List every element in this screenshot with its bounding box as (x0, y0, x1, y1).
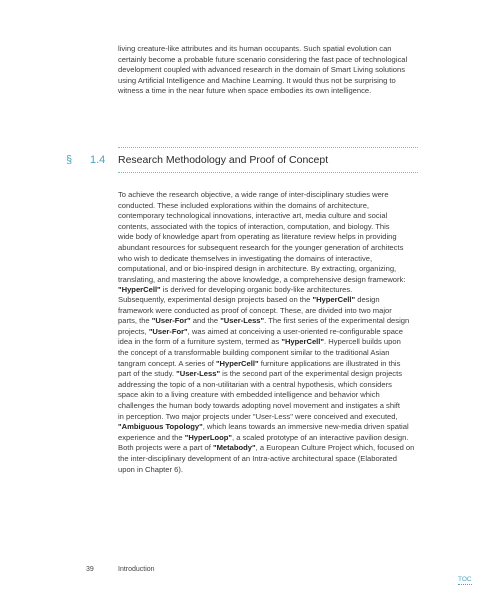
emphasis-term: "HyperCell" (281, 337, 324, 347)
text-line: "Ambiguous Topology", which leans towards an immersive new-media driven spatial (118, 422, 409, 432)
research-paragraph-2 (118, 295, 418, 475)
text-line: development coupled with advanced research in the domain of Smart Living solutions (118, 65, 406, 75)
emphasis-term: "HyperCell" (312, 295, 356, 304)
text-line: space akin to a living creature with embedded intelligence and behavior which (118, 390, 380, 400)
section-symbol: § (66, 154, 73, 166)
text-line: part of the study. "User-Less" is the second part of the experimental design projects (118, 369, 402, 379)
text-line: parts, the "User-For" and the "User-Less". The first series of the experimental design (118, 316, 410, 326)
toc-link[interactable]: TOC (458, 576, 472, 583)
text-line: addressing the topic of a non-utilitarian with a central hypothesis, which considers (118, 379, 392, 389)
text-line: translating, and mastering the above knowledge, a comprehensive design framework: (118, 274, 406, 284)
text-line: tangram concept. A series of "HyperCell" furniture applications are illustrated in this (118, 358, 401, 368)
section-number: 1.4 (90, 154, 106, 166)
text-line: projects, "User-For", was aimed at conceiving a user-oriented re-configurable space (118, 326, 403, 336)
text-line: idea in the form of a furniture system, termed as "HyperCell". Hypercell builds upon (118, 337, 401, 347)
text-line: contemporary technological innovations, interactive art, media culture and social (118, 211, 388, 221)
footer-chapter-title: Introduction (118, 566, 155, 573)
text-line: framework were conducted as proof of concept. These, are divided into two major (118, 305, 392, 315)
text-line: wide body of knowledge apart from operating as literature review helps in providing (118, 232, 397, 242)
text-line: challenges the human body towards adopting novel movement and instigates a shift (118, 400, 400, 410)
emphasis-term: "HyperCell" (215, 358, 259, 368)
text-line: computational, and or bio-inspired design in architecture. By extracting, organizing, (118, 264, 397, 274)
emphasis-term: "HyperLoop" (184, 432, 232, 442)
emphasis-term: "User-For" (151, 316, 191, 326)
text-line: upon in Chapter 6). (118, 464, 184, 474)
intro-paragraph (118, 44, 418, 97)
text-line: using Artificial Intelligence and Machine Learning. It would thus not be surprising to (118, 75, 396, 85)
text-line: contents, associated with the topics of interaction, computation, and biology. This (118, 221, 390, 231)
section-divider-bottom (118, 172, 418, 173)
research-paragraph-1 (118, 190, 418, 296)
text-line: who wish to dedicate themselves in investigating the domains of interactive, (118, 253, 373, 263)
page-number: 39 (86, 566, 94, 573)
section-title: Research Methodology and Proof of Concept (118, 154, 329, 166)
text-line: in perception. Two major projects under "User-Less" were conceived and executed, (118, 411, 398, 421)
emphasis-term: "Ambiguous Topology" (118, 422, 203, 432)
section-divider-top (118, 147, 418, 148)
emphasis-term: "Metabody" (212, 443, 256, 453)
text-line: abundant resources for subsequent research for the younger generation of architects (118, 242, 404, 252)
text-line: the concept of a transformable building component similar to the traditional Asian (118, 347, 390, 357)
text-line: conducted. These included explorations within the domains of architecture, (118, 200, 370, 210)
text-line: Subsequently, experimental design projects based on the "HyperCell" design (118, 295, 380, 304)
text-line: To achieve the research objective, a wide range of inter-disciplinary studies were (118, 190, 389, 199)
text-line: the inter-disciplinary development of an Intra-active architectural space (Elaborated (118, 453, 398, 463)
text-line: certainly become a probable future scenario considering the fast pace of technological (118, 54, 408, 64)
text-line: experience and the "HyperLoop", a scaled prototype of an interactive pavilion design. (118, 432, 409, 442)
text-line: living creature-like attributes and its human occupants. Such spatial evolution can (118, 44, 392, 53)
text-line: Both projects were a part of "Metabody", a European Culture Project which, focused on (118, 443, 415, 453)
emphasis-term: "User-Less" (220, 316, 265, 326)
emphasis-term: "User-For" (148, 326, 188, 336)
emphasis-term: "User-Less" (176, 369, 221, 379)
text-line: witness a time in the near future when space embodies its own intelligence. (118, 86, 372, 96)
text-line: "HyperCell" is derived for developing organic body-like architectures. (118, 285, 353, 295)
emphasis-term: "HyperCell" (118, 285, 161, 295)
